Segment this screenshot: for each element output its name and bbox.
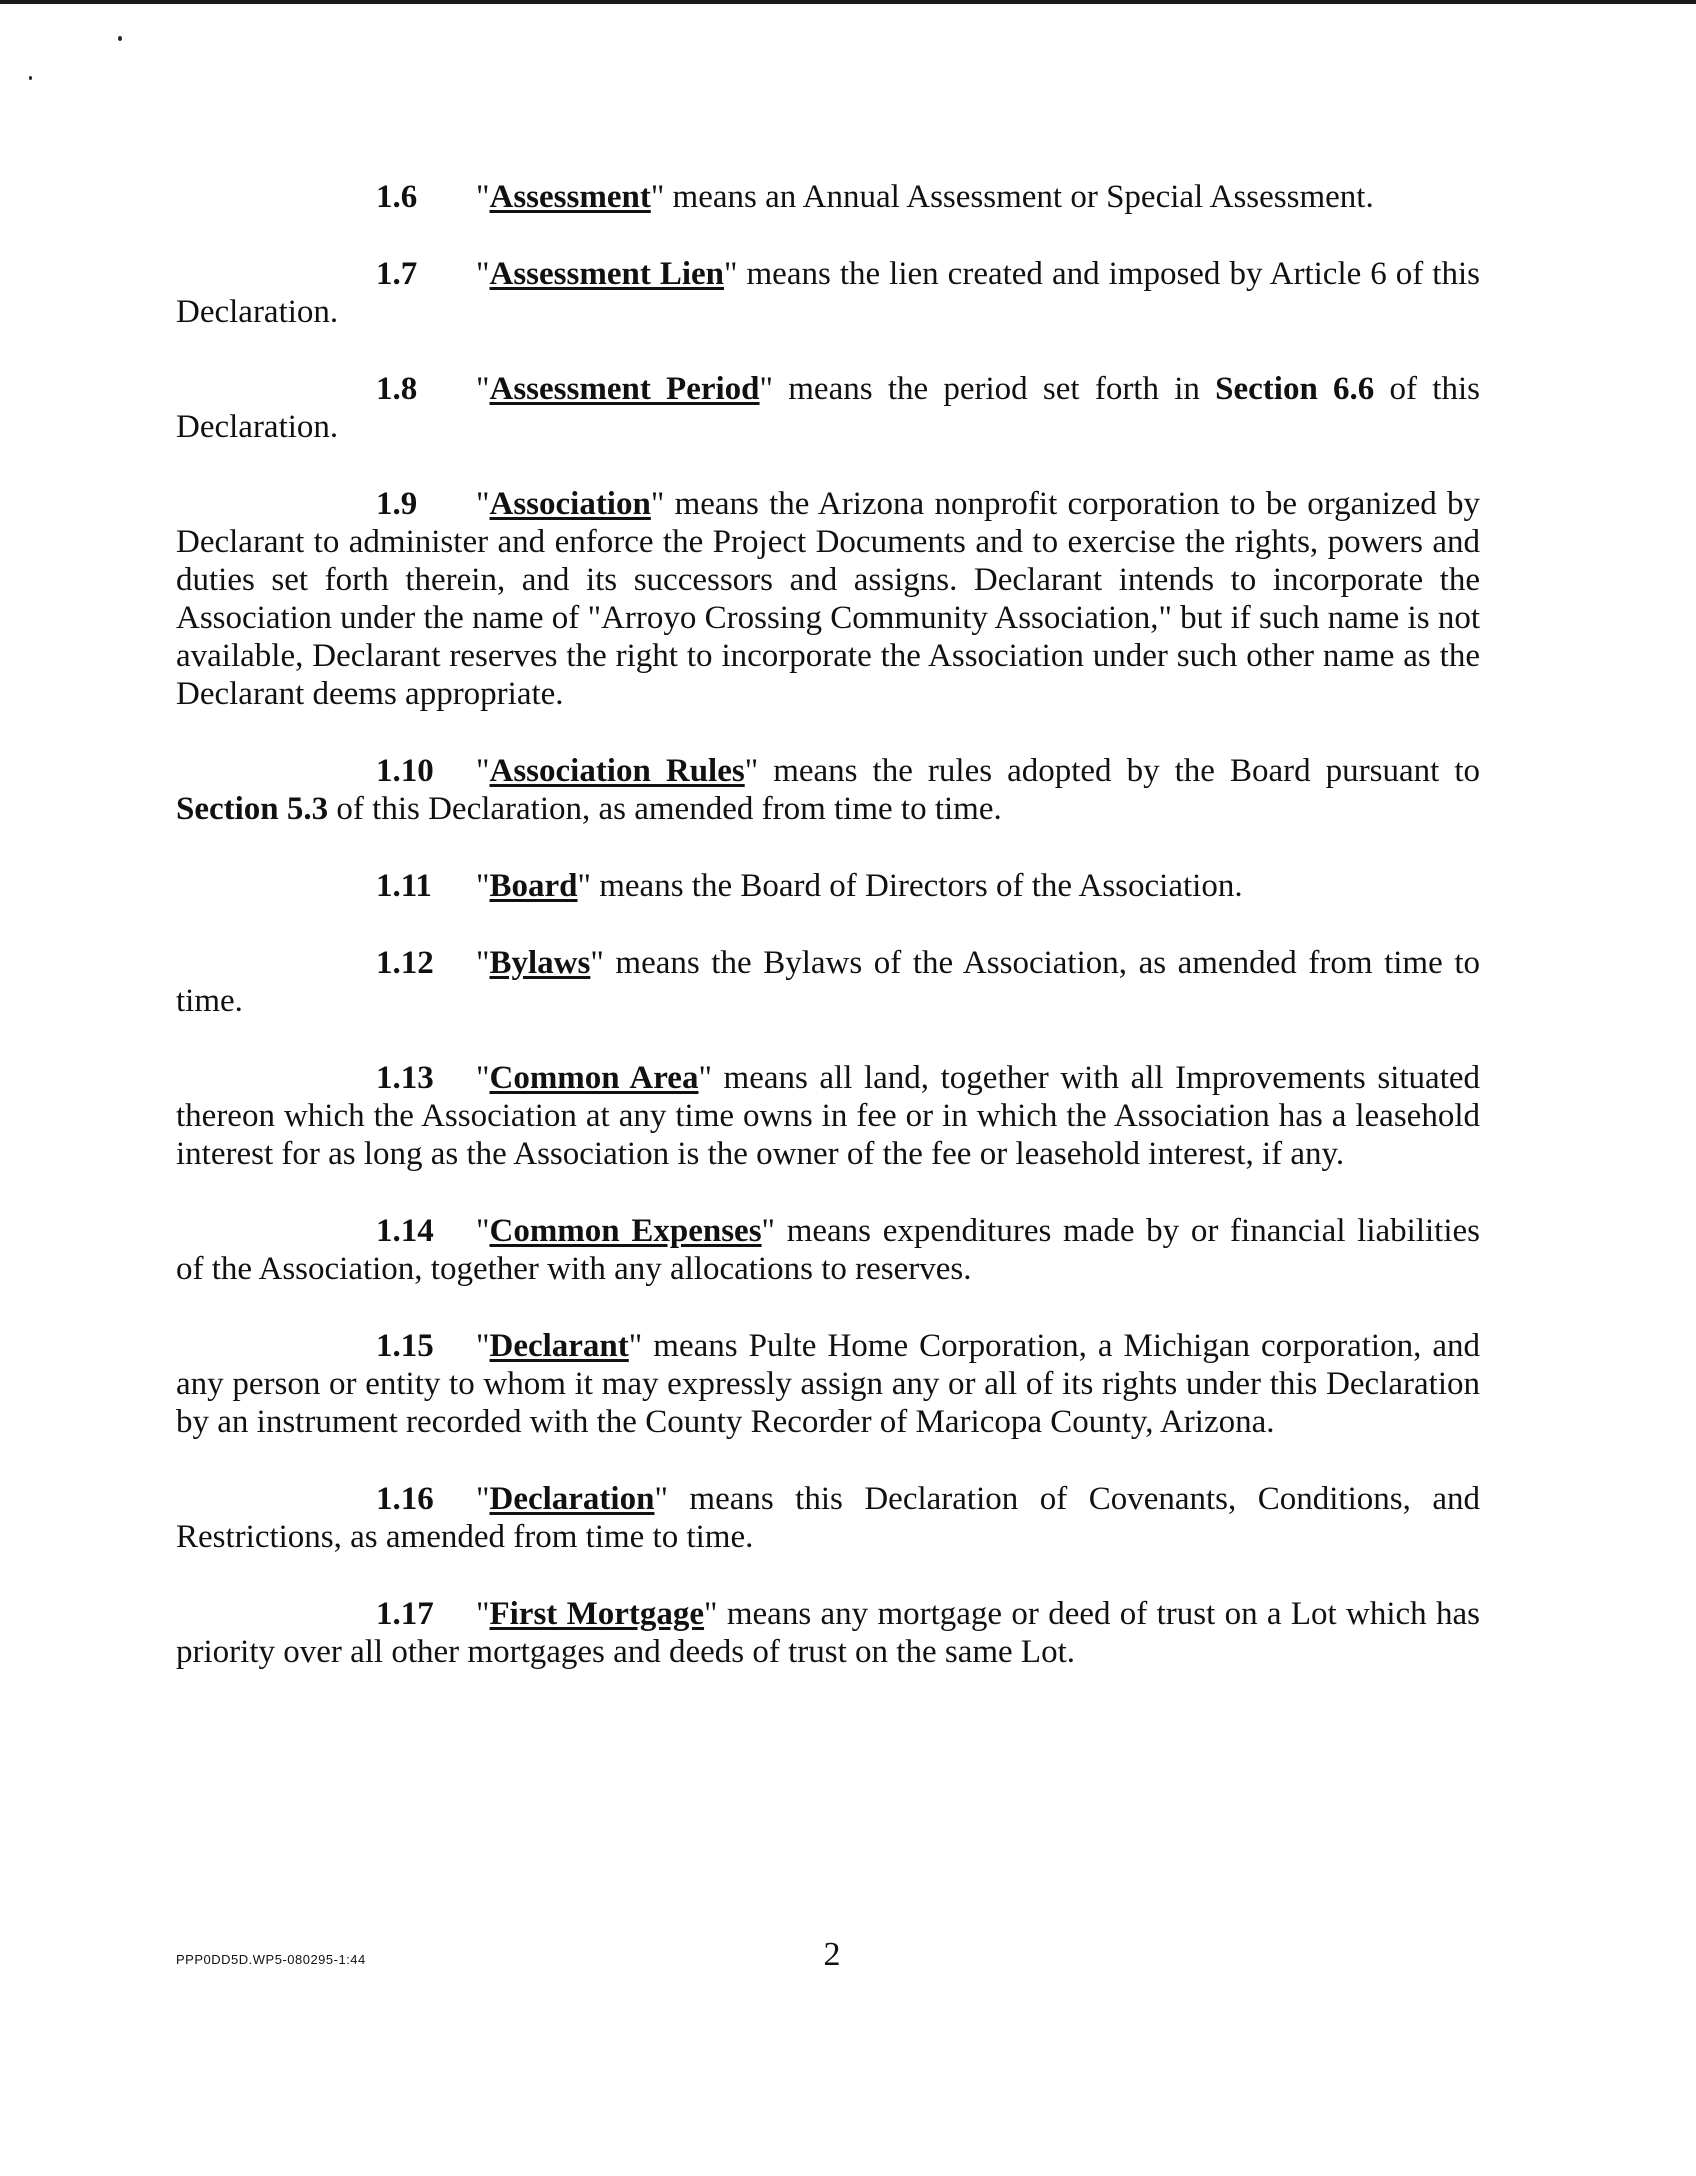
section-number: 1.11: [376, 868, 432, 904]
defined-term: Common Area: [489, 1060, 699, 1096]
defined-term: Declaration: [489, 1481, 655, 1517]
definition-1-7: 1.7 "Assessment Lien" means the lien created and imposed by Article 6 of this Declaration.: [176, 256, 1480, 330]
definition-1-16: 1.16 "Declaration" means this Declaration of Covenants, Conditions, and Restrictions, as amended from time to time.: [176, 1481, 1480, 1555]
definition-text: means expenditures made by or financial liabilities of the Association, together with any allocations to reserves.: [176, 1213, 1481, 1287]
definition-1-9: 1.9 "Association" means the Arizona nonprofit corporation to be organized by Declarant to administer and enforce the Project Documents and to exercise the rights, powers and duties set forth therein, and its successors and assigns. Declarant intends to incorporate the Association under the name of "Arroyo Crossing Community Association," but if such name is not available, Declarant reserves the right to incorporate the Association under such other name as the Declarant deems appropriate.: [176, 486, 1480, 712]
page-number: 2: [823, 1936, 841, 1973]
section-number: 1.13: [376, 1060, 434, 1096]
defined-term: Assessment Lien: [489, 256, 725, 292]
definition-1-17: 1.17 "First Mortgage" means any mortgage or deed of trust on a Lot which has priority over all other mortgages and deeds of trust on the same Lot.: [176, 1596, 1480, 1670]
definition-1-8: 1.8 "Assessment Period" means the period set forth in Section 6.6 of this Declaration.: [176, 371, 1480, 445]
definition-text: means the Board of Directors of the Association.: [590, 868, 1243, 904]
definition-1-10: 1.10 "Association Rules" means the rules adopted by the Board pursuant to Section 5.3 of this Declaration, as amended from time to time.: [176, 753, 1480, 827]
defined-term: Association: [489, 486, 651, 522]
defined-term: Assessment: [489, 179, 651, 215]
section-number: 1.12: [376, 945, 434, 981]
section-number: 1.8: [376, 371, 418, 407]
section-number: 1.14: [376, 1213, 434, 1249]
definition-text: means this Declaration of Covenants, Conditions, and Restrictions, as amended from time to time.: [176, 1481, 1480, 1555]
definition-text: means the lien created and imposed by Article 6 of this Declaration.: [176, 256, 1480, 330]
definition-text: means any mortgage or deed of trust on a Lot which has priority over all other mortgages and deeds of trust on the same Lot.: [176, 1596, 1480, 1670]
defined-term: Association Rules: [489, 753, 745, 789]
definition-1-13: 1.13 "Common Area" means all land, together with all Improvements situated thereon which the Association at any time owns in fee or in which the Association has a leasehold interest for as long as the Association is the owner of the fee or leasehold interest, if any.: [176, 1060, 1481, 1172]
definition-text: of this Declaration, as amended from time to time.: [328, 791, 1002, 827]
defined-term: First Mortgage: [489, 1596, 705, 1632]
defined-term: Assessment Period: [489, 371, 760, 407]
scan-top-edge: [0, 0, 1696, 4]
definition-text: means the rules adopted by the Board pursuant to: [758, 753, 1480, 789]
scan-speck: [118, 36, 122, 41]
definition-1-12: 1.12 "Bylaws" means the Bylaws of the Association, as amended from time to time.: [176, 945, 1480, 1019]
defined-term: Declarant: [489, 1328, 629, 1364]
section-reference: Section 5.3: [176, 791, 329, 827]
section-number: 1.10: [376, 753, 434, 789]
definition-text: means Pulte Home Corporation, a Michigan corporation, and any person or entity to whom it may expressly assign any or all of its rights under this Declaration by an instrument recorded with the County Recorder of Maricopa County, Arizona.: [176, 1328, 1480, 1440]
defined-term: Common Expenses: [489, 1213, 762, 1249]
definition-text: of this Declaration.: [176, 371, 1480, 445]
section-number: 1.7: [376, 256, 418, 292]
section-reference: Section 6.6: [1215, 371, 1375, 407]
definition-text: means the period set forth in: [773, 371, 1216, 407]
defined-term: Board: [489, 868, 578, 904]
section-number: 1.9: [376, 486, 418, 522]
definition-1-6: 1.6 "Assessment" means an Annual Assessment or Special Assessment.: [376, 179, 1374, 215]
definition-text: means the Arizona nonprofit corporation to be organized by Declarant to administer and enforce the Project Documents and to exercise the rights, powers and duties set forth therein, and its successors and assigns. Declarant intends to incorporate the Association under the name of "Arroyo Crossing Community Association," but if such name is not available, Declarant reserves the right to incorporate the Association under such other name as the Declarant deems appropriate.: [176, 486, 1480, 712]
defined-term: Bylaws: [489, 945, 591, 981]
section-number: 1.16: [376, 1481, 434, 1517]
section-number: 1.6: [376, 179, 418, 215]
section-number: 1.15: [376, 1328, 434, 1364]
scan-speck: [29, 76, 32, 80]
definition-1-15: 1.15 "Declarant" means Pulte Home Corporation, a Michigan corporation, and any person or entity to whom it may expressly assign any or all of its rights under this Declaration by an instrument recorded with the County Recorder of Maricopa County, Arizona.: [176, 1328, 1480, 1440]
definition-text: means an Annual Assessment or Special Assessment.: [664, 179, 1374, 215]
definition-text: means the Bylaws of the Association, as amended from time to time.: [176, 945, 1480, 1019]
footer-file-code: PPP0DD5D.WP5-080295-1:44: [176, 1952, 366, 1967]
definitions-list: [176, 178, 1480, 1710]
definition-1-11: 1.11 "Board" means the Board of Directors of the Association.: [376, 868, 1243, 904]
section-number: 1.17: [376, 1596, 434, 1632]
definition-1-14: 1.14 "Common Expenses" means expenditures made by or financial liabilities of the Association, together with any allocations to reserves.: [176, 1213, 1481, 1287]
definition-text: means all land, together with all Improvements situated thereon which the Association at any time owns in fee or in which the Association has a leasehold interest for as long as the Association is the owner of the fee or leasehold interest, if any.: [176, 1060, 1481, 1172]
